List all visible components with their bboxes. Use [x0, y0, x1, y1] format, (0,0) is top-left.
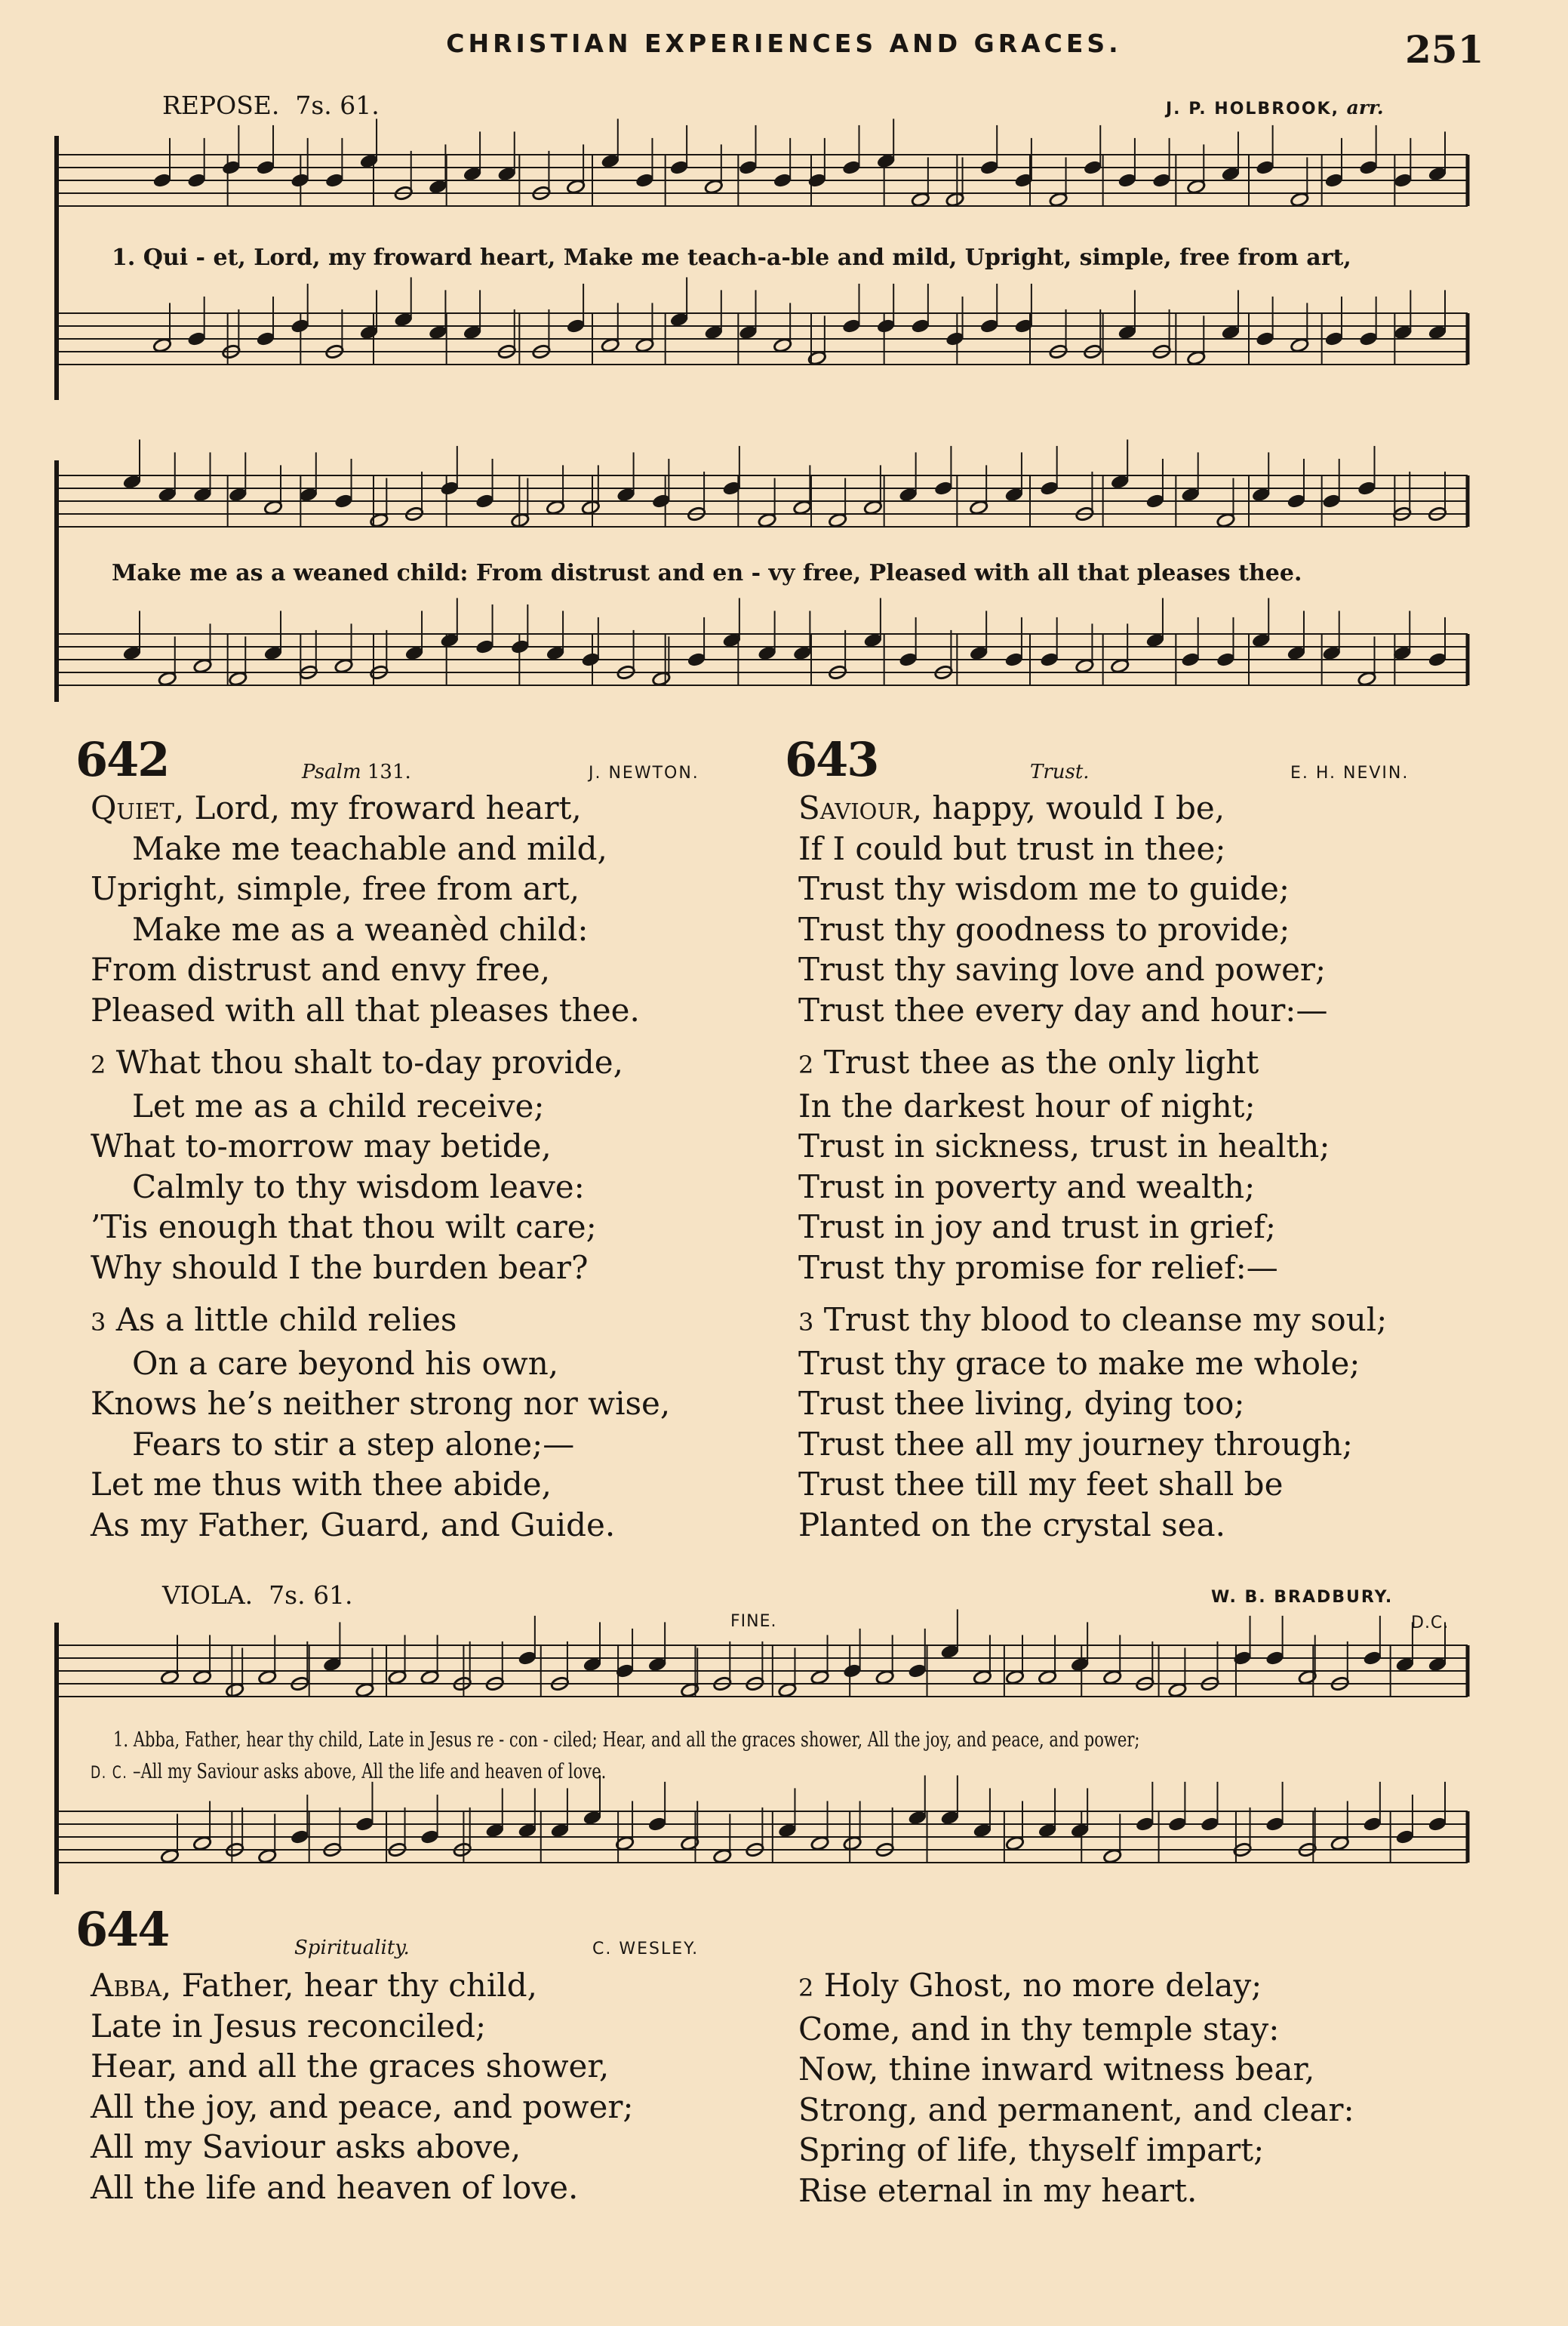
- hymn-643-number: 643: [785, 732, 878, 787]
- note-head: [842, 318, 861, 334]
- note-head: [1324, 331, 1343, 347]
- note-head: [420, 1829, 439, 1845]
- note-head: [973, 1823, 992, 1838]
- note-head: [440, 481, 459, 497]
- note-head: [1251, 487, 1270, 503]
- verse-line: Let me thus with thee abide,: [91, 1466, 552, 1503]
- note-head: [773, 337, 792, 353]
- note-head: [291, 318, 309, 334]
- note-head: [334, 494, 353, 509]
- note-head: [193, 658, 212, 674]
- note-head: [1005, 1835, 1024, 1851]
- note-head: [263, 500, 282, 515]
- note-head: [1187, 179, 1206, 195]
- note-head: [256, 160, 275, 176]
- fine-marking: FINE.: [730, 1612, 777, 1631]
- note-head: [359, 153, 378, 169]
- note-head: [370, 512, 389, 528]
- hymn-642-number: 642: [75, 732, 169, 787]
- note-head: [911, 318, 930, 334]
- note-head: [1110, 474, 1129, 490]
- note-head: [1136, 1817, 1154, 1832]
- note-head: [807, 173, 826, 189]
- note-head: [1265, 1651, 1284, 1666]
- note-head: [193, 487, 212, 503]
- hymn-642-author: J. NEWTON.: [589, 764, 699, 783]
- note-head: [463, 166, 481, 182]
- note-head: [1363, 1651, 1382, 1666]
- note-head: [945, 192, 964, 208]
- verse-line: Come, and in thy temple stay:: [798, 2010, 1280, 2048]
- tune-repose-meter: 7s. 61.: [295, 91, 380, 120]
- note-head: [388, 1669, 407, 1685]
- note-head: [1395, 1657, 1414, 1672]
- verse-line: From distrust and envy free,: [91, 951, 551, 988]
- note-head: [908, 1663, 927, 1679]
- note-head: [1103, 1669, 1122, 1685]
- note-head: [1428, 1657, 1447, 1672]
- note-head: [899, 487, 918, 503]
- note-head: [334, 658, 353, 674]
- verse-line: In the darkest hour of night;: [798, 1087, 1256, 1125]
- verse-line: Let me as a child receive;: [132, 1087, 545, 1125]
- note-head: [979, 318, 998, 334]
- note-head: [1287, 494, 1305, 509]
- verse-line: Calmly to thy wisdom leave:: [132, 1168, 585, 1205]
- note-head: [158, 671, 177, 687]
- note-head: [1216, 652, 1235, 668]
- note-head: [550, 1823, 569, 1838]
- verse-line: Trust thy goodness to provide;: [798, 910, 1290, 948]
- hymn-642-title: Psalm 131.: [302, 761, 411, 783]
- tune-viola-meter: 7s. 61.: [269, 1580, 353, 1610]
- tune-viola-composer: W. B. BRADBURY.: [1211, 1588, 1394, 1607]
- note-head: [1221, 166, 1240, 182]
- note-head: [635, 337, 654, 353]
- note-head: [810, 1835, 829, 1851]
- note-head: [1187, 350, 1206, 366]
- note-head: [652, 494, 671, 509]
- note-head: [616, 487, 635, 503]
- note-head: [497, 166, 516, 182]
- note-head: [258, 1669, 277, 1685]
- note-head: [511, 639, 530, 655]
- note-head: [291, 173, 309, 189]
- verse-line: Make me as a weanèd child:: [132, 910, 589, 948]
- note-head: [1256, 160, 1274, 176]
- note-head: [420, 1669, 439, 1685]
- note-head: [581, 500, 600, 515]
- verse-line: Knows he’s neither strong nor wise,: [91, 1385, 671, 1422]
- note-head: [1394, 173, 1413, 189]
- viola-lyric-line-1: 1. Abba, Father, hear thy child, Late in Jesus re - con - ciled; Hear, and all the graces shower, All the joy, and peace, and power;: [113, 1728, 1140, 1752]
- note-head: [429, 179, 447, 195]
- hymn-642-verses: [91, 788, 670, 1545]
- verse-line: Trust thee all my journey through;: [798, 1425, 1353, 1463]
- note-head: [1428, 166, 1447, 182]
- verse-line: Now, thine inward witness bear,: [798, 2051, 1315, 2088]
- hymn-643-author: E. H. NEVIN.: [1290, 764, 1410, 783]
- note-head: [1084, 160, 1102, 176]
- verse-line: Quiet, Lord, my froward heart,: [91, 789, 582, 826]
- note-head: [1038, 1669, 1056, 1685]
- note-head: [810, 1669, 829, 1685]
- note-head: [158, 487, 177, 503]
- tune-repose-composer: J. P. HOLBROOK, arr.: [1166, 97, 1384, 118]
- note-head: [355, 1817, 374, 1832]
- note-head: [1118, 325, 1136, 340]
- note-head: [911, 192, 930, 208]
- note-head: [1290, 192, 1309, 208]
- verse-line: On a care beyond his own,: [132, 1344, 559, 1382]
- verse-line: Trust thy grace to make me whole;: [798, 1344, 1360, 1382]
- note-head: [1103, 1848, 1122, 1864]
- note-head: [229, 487, 247, 503]
- note-head: [394, 312, 413, 328]
- note-head: [1265, 1817, 1284, 1832]
- note-head: [192, 1835, 211, 1851]
- note-head: [299, 487, 318, 503]
- tune-viola-heading: [162, 1580, 353, 1610]
- note-head: [359, 325, 378, 340]
- verse-line: Upright, simple, free from art,: [91, 870, 580, 907]
- note-head: [1251, 632, 1270, 648]
- note-head: [1110, 658, 1129, 674]
- note-head: [940, 1810, 959, 1826]
- note-head: [687, 652, 706, 668]
- note-head: [979, 160, 998, 176]
- composer-arr-note: arr.: [1346, 97, 1384, 118]
- note-head: [485, 1823, 504, 1838]
- note-head: [1357, 481, 1376, 497]
- note-head: [1168, 1682, 1187, 1698]
- note-head: [122, 645, 141, 661]
- note-head: [1256, 331, 1274, 347]
- note-head: [969, 645, 988, 661]
- note-head: [1363, 1817, 1382, 1832]
- note-head: [807, 350, 826, 366]
- running-header: CHRISTIAN EXPERIENCES AND GRACES.: [446, 29, 1122, 58]
- tune-repose-name: REPOSE.: [162, 91, 280, 120]
- note-head: [1005, 1669, 1024, 1685]
- note-head: [1075, 658, 1094, 674]
- verse-line: Hear, and all the graces shower,: [91, 2048, 610, 2084]
- note-head: [713, 1848, 732, 1864]
- note-head: [647, 1657, 666, 1672]
- note-head: [681, 1835, 699, 1851]
- verse-line: 3 Trust thy blood to cleanse my soul;: [798, 1301, 1388, 1338]
- note-head: [546, 500, 564, 515]
- verse-line: Trust thee every day and hour:—: [798, 991, 1328, 1029]
- hymn-644-title: Spirituality.: [294, 1937, 410, 1959]
- note-head: [758, 645, 776, 661]
- note-head: [704, 179, 723, 195]
- note-head: [793, 500, 812, 515]
- verse-line: Abba, Father, hear thy child,: [91, 1967, 537, 2004]
- note-head: [778, 1823, 797, 1838]
- verse-line: All my Saviour asks above,: [91, 2128, 521, 2165]
- verse-line: 2 What thou shalt to-day provide,: [91, 1044, 623, 1081]
- note-head: [669, 160, 688, 176]
- note-head: [1070, 1823, 1089, 1838]
- note-head: [1004, 652, 1023, 668]
- note-head: [940, 1644, 959, 1660]
- verse-line: As my Father, Guard, and Guide.: [91, 1506, 616, 1543]
- note-head: [187, 173, 206, 189]
- note-head: [475, 639, 494, 655]
- verse-line: Trust in sickness, trust in health;: [798, 1128, 1330, 1165]
- verse-line: ’Tis enough that thou wilt care;: [91, 1208, 597, 1245]
- verse-line: 2 Trust thee as the only light: [798, 1044, 1259, 1081]
- note-head: [1428, 325, 1447, 340]
- note-head: [404, 645, 423, 661]
- note-head: [1428, 652, 1447, 668]
- note-head: [1070, 1657, 1089, 1672]
- note-head: [1040, 652, 1059, 668]
- note-head: [601, 153, 620, 169]
- verse-line: What to-morrow may betide,: [91, 1128, 552, 1165]
- verse-line: Trust thy promise for relief:—: [798, 1248, 1278, 1286]
- verse-line: Trust in joy and trust in grief;: [798, 1208, 1277, 1245]
- note-head: [899, 652, 918, 668]
- note-head: [152, 173, 171, 189]
- note-head: [945, 331, 964, 347]
- note-head: [758, 512, 776, 528]
- note-head: [256, 331, 275, 347]
- note-head: [463, 325, 481, 340]
- verse-line: Late in Jesus reconciled;: [91, 2007, 487, 2044]
- note-head: [1145, 632, 1164, 648]
- note-head: [325, 173, 344, 189]
- note-head: [1181, 652, 1200, 668]
- note-head: [546, 645, 564, 661]
- verse-line: Spring of life, thyself impart;: [798, 2131, 1265, 2168]
- verse-line: Strong, and permanent, and clear:: [798, 2091, 1354, 2128]
- verse-line: Trust thee living, dying too;: [798, 1385, 1245, 1422]
- note-head: [601, 337, 620, 353]
- verse-line: 3 As a little child relies: [91, 1301, 457, 1338]
- note-head: [583, 1810, 601, 1826]
- note-head: [291, 1829, 309, 1845]
- note-head: [581, 652, 600, 668]
- note-head: [583, 1657, 601, 1672]
- note-head: [323, 1657, 342, 1672]
- note-head: [876, 153, 895, 169]
- note-head: [429, 325, 447, 340]
- note-head: [1152, 173, 1171, 189]
- note-head: [875, 1669, 894, 1685]
- tune-viola-name: VIOLA.: [162, 1580, 254, 1610]
- note-head: [842, 160, 861, 176]
- note-head: [739, 325, 758, 340]
- note-head: [1298, 1669, 1317, 1685]
- verse-line: Trust thy saving love and power;: [798, 951, 1327, 988]
- note-head: [908, 1810, 927, 1826]
- note-head: [1290, 337, 1309, 353]
- note-head: [876, 318, 895, 334]
- verse-line: If I could but trust in thee;: [798, 829, 1226, 867]
- note-head: [1040, 481, 1059, 497]
- note-head: [843, 1835, 862, 1851]
- verse-line: Pleased with all that pleases thee.: [91, 991, 640, 1029]
- note-head: [1394, 325, 1413, 340]
- note-head: [475, 494, 494, 509]
- verse-line: Planted on the crystal sea.: [798, 1506, 1225, 1543]
- note-head: [1359, 331, 1378, 347]
- note-head: [225, 1682, 244, 1698]
- note-head: [843, 1663, 862, 1679]
- verse-line: Make me teachable and mild,: [132, 829, 607, 867]
- note-head: [222, 160, 241, 176]
- note-head: [229, 671, 247, 687]
- note-head: [647, 1817, 666, 1832]
- note-head: [1145, 494, 1164, 509]
- page-number: 251: [1405, 27, 1484, 72]
- note-head: [863, 632, 882, 648]
- verse-line: All the life and heaven of love.: [91, 2168, 579, 2206]
- note-head: [1324, 173, 1343, 189]
- note-head: [1322, 494, 1341, 509]
- note-head: [1330, 1835, 1349, 1851]
- note-head: [1004, 487, 1023, 503]
- verse-line: Rise eternal in my heart.: [798, 2171, 1198, 2209]
- note-head: [863, 500, 882, 515]
- note-head: [440, 632, 459, 648]
- verse-line: All the joy, and peace, and power;: [91, 2088, 634, 2125]
- note-head: [1049, 192, 1068, 208]
- note-head: [973, 1669, 992, 1685]
- note-head: [187, 331, 206, 347]
- note-head: [1181, 487, 1200, 503]
- hymn-644-author: C. WESLEY.: [592, 1940, 699, 1958]
- hymn-643-verses: [798, 788, 1387, 1545]
- viola-lyric-line-2: D. C. –All my Saviour asks above, All the life and heaven of love.: [91, 1760, 607, 1783]
- note-head: [192, 1669, 211, 1685]
- note-head: [1168, 1817, 1187, 1832]
- note-head: [1118, 173, 1136, 189]
- note-head: [635, 173, 654, 189]
- note-head: [1357, 671, 1376, 687]
- note-head: [566, 318, 585, 334]
- note-head: [1201, 1817, 1219, 1832]
- repose-lyric-line-2: Make me as a weaned child: From distrust and en - vy free, Pleased with all that pleases thee.: [112, 560, 1302, 586]
- verse-line: Why should I the burden bear?: [91, 1248, 589, 1286]
- verse-line: Trust thee till my feet shall be: [798, 1466, 1284, 1503]
- note-head: [669, 312, 688, 328]
- note-head: [778, 1682, 797, 1698]
- verse-line: Trust in poverty and wealth;: [798, 1168, 1256, 1205]
- note-head: [160, 1848, 179, 1864]
- note-head: [160, 1669, 179, 1685]
- note-head: [355, 1682, 374, 1698]
- note-head: [263, 645, 282, 661]
- note-head: [518, 1823, 537, 1838]
- note-head: [1322, 645, 1341, 661]
- verse-line: Fears to stir a step alone;—: [132, 1425, 575, 1463]
- note-head: [652, 671, 671, 687]
- verse-line: 2 Holy Ghost, no more delay;: [798, 1967, 1262, 2004]
- note-head: [1287, 645, 1305, 661]
- verse-line: Trust thy wisdom me to guide;: [798, 870, 1290, 907]
- verse-line: Saviour, happy, would I be,: [798, 789, 1225, 826]
- note-head: [152, 337, 171, 353]
- dc-marking: D.C.: [1411, 1614, 1450, 1632]
- note-head: [934, 481, 953, 497]
- note-head: [773, 173, 792, 189]
- note-head: [518, 1651, 537, 1666]
- note-head: [1216, 512, 1235, 528]
- note-head: [1038, 1823, 1056, 1838]
- note-head: [566, 179, 585, 195]
- note-head: [969, 500, 988, 515]
- note-head: [739, 160, 758, 176]
- note-head: [1395, 1829, 1414, 1845]
- note-head: [681, 1682, 699, 1698]
- hymn-644-number: 644: [75, 1902, 169, 1957]
- repose-lyric-line-1: 1. Qui - et, Lord, my froward heart, Make me teach-a-ble and mild, Upright, simple, free from art,: [112, 245, 1351, 271]
- hymn-644-verses-stanza-2: [798, 1965, 1354, 2211]
- note-head: [1428, 1817, 1447, 1832]
- note-head: [122, 474, 141, 490]
- note-head: [258, 1848, 277, 1864]
- note-head: [1359, 160, 1378, 176]
- note-head: [793, 645, 812, 661]
- hymn-643-title: Trust.: [1030, 761, 1090, 783]
- note-head: [704, 325, 723, 340]
- note-head: [1221, 325, 1240, 340]
- hymn-644-verses: [91, 1965, 634, 2208]
- note-head: [828, 512, 847, 528]
